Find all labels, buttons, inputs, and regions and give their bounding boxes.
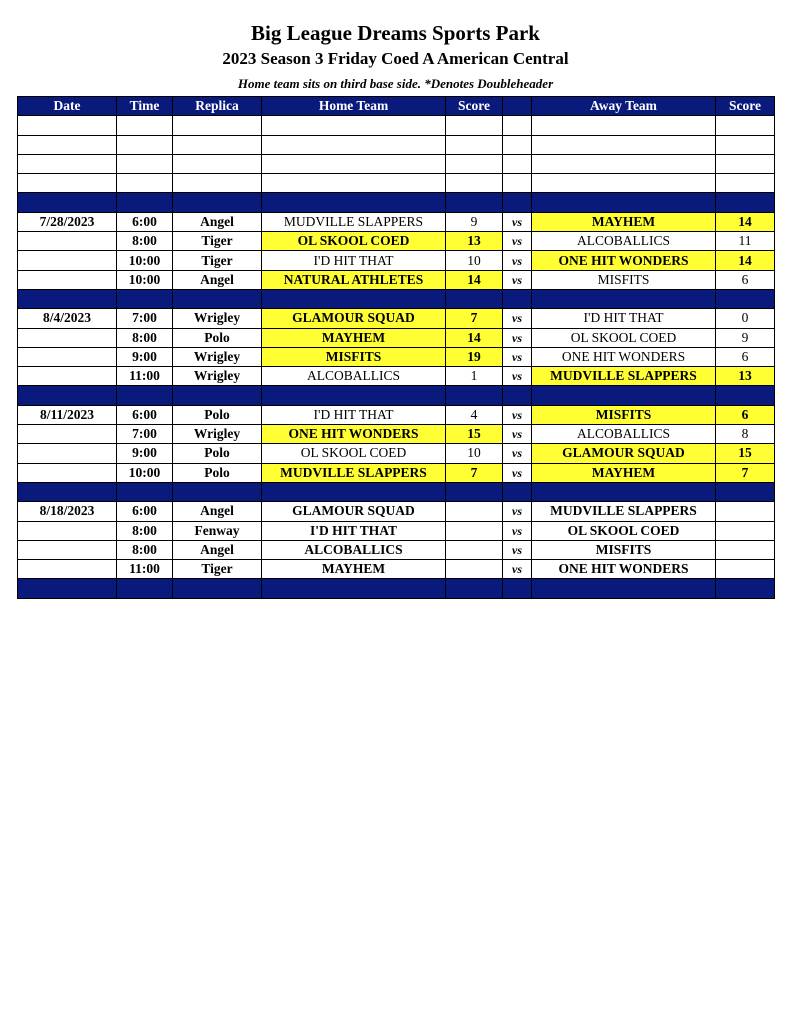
blank-row-cell [716,116,775,135]
week-separator-cell [532,579,716,598]
week-separator-cell [503,289,532,308]
home-score-cell: 14 [446,328,503,347]
week-separator-cell [446,579,503,598]
blank-row-cell [18,116,117,135]
table-row [18,347,775,366]
away-score-cell [716,560,775,579]
home-team-cell: I'D HIT THAT [262,521,446,540]
vs-cell: vs [503,502,532,521]
blank-row [18,154,775,173]
home-team-cell: MISFITS [262,347,446,366]
week-separator-cell [716,289,775,308]
home-team-cell: MAYHEM [262,328,446,347]
away-team-cell: ONE HIT WONDERS [532,251,716,270]
table-row [18,540,775,559]
schedule-body [18,116,775,598]
home-team-cell: MAYHEM [262,560,446,579]
col-header-away-team: Away Team [532,97,716,116]
table-row [18,367,775,386]
week-separator [18,289,775,308]
week-separator-cell [173,386,262,405]
home-team-cell: ALCOBALLICS [262,367,446,386]
week-separator-cell [117,579,173,598]
col-header-home-team: Home Team [262,97,446,116]
week-separator-cell [173,193,262,212]
time-cell: 10:00 [117,270,173,289]
away-team-cell: GLAMOUR SQUAD [532,444,716,463]
date-cell [18,425,117,444]
blank-row-cell [446,154,503,173]
home-score-cell: 19 [446,347,503,366]
away-score-cell: 9 [716,328,775,347]
time-cell: 11:00 [117,367,173,386]
blank-row [18,135,775,154]
week-separator-cell [262,289,446,308]
page-title: Big League Dreams Sports Park [251,21,540,45]
away-team-cell: MUDVILLE SLAPPERS [532,502,716,521]
away-score-cell: 13 [716,367,775,386]
replica-cell: Polo [173,444,262,463]
week-separator-cell [716,482,775,501]
replica-cell: Angel [173,502,262,521]
away-team-cell: ONE HIT WONDERS [532,347,716,366]
blank-row-cell [446,116,503,135]
time-cell: 6:00 [117,502,173,521]
table-row [18,328,775,347]
home-score-cell: 15 [446,425,503,444]
table-row [18,444,775,463]
vs-cell: vs [503,309,532,328]
away-team-cell: ONE HIT WONDERS [532,560,716,579]
blank-row-cell [173,116,262,135]
time-cell: 10:00 [117,463,173,482]
date-cell: 8/4/2023 [18,309,117,328]
away-team-cell: I'D HIT THAT [532,309,716,328]
date-cell [18,367,117,386]
away-score-cell: 11 [716,232,775,251]
week-separator-cell [117,193,173,212]
replica-cell: Polo [173,328,262,347]
col-header-vs [503,97,532,116]
vs-cell: vs [503,405,532,424]
replica-cell: Wrigley [173,309,262,328]
blank-row-cell [173,154,262,173]
replica-cell: Polo [173,463,262,482]
time-cell: 8:00 [117,328,173,347]
page-subtitle: 2023 Season 3 Friday Coed A American Central [222,49,569,68]
week-separator-cell [18,579,117,598]
week-separator-cell [117,386,173,405]
home-score-cell [446,521,503,540]
blank-row-cell [262,174,446,193]
week-separator-cell [716,579,775,598]
away-score-cell: 8 [716,425,775,444]
col-header-date: Date [18,97,117,116]
blank-row-cell [262,135,446,154]
week-separator-cell [262,579,446,598]
home-team-cell: GLAMOUR SQUAD [262,309,446,328]
blank-row-cell [532,174,716,193]
blank-row-cell [173,174,262,193]
col-header-time: Time [117,97,173,116]
replica-cell: Tiger [173,232,262,251]
home-team-cell: OL SKOOL COED [262,232,446,251]
date-cell [18,521,117,540]
week-separator-cell [503,482,532,501]
week-separator-cell [532,289,716,308]
away-score-cell: 6 [716,405,775,424]
week-separator-cell [262,482,446,501]
blank-row-cell [262,116,446,135]
time-cell: 7:00 [117,425,173,444]
home-team-cell: GLAMOUR SQUAD [262,502,446,521]
away-score-cell: 15 [716,444,775,463]
week-separator-cell [18,386,117,405]
date-cell [18,251,117,270]
home-score-cell: 7 [446,309,503,328]
away-score-cell: 7 [716,463,775,482]
table-row [18,405,775,424]
date-cell [18,463,117,482]
table-row [18,502,775,521]
blank-row-cell [18,154,117,173]
away-team-cell: MAYHEM [532,212,716,231]
week-separator-cell [446,482,503,501]
home-team-cell: MUDVILLE SLAPPERS [262,212,446,231]
vs-cell: vs [503,425,532,444]
time-cell: 10:00 [117,251,173,270]
home-team-cell: NATURAL ATHLETES [262,270,446,289]
blank-row-cell [117,154,173,173]
replica-cell: Fenway [173,521,262,540]
week-separator-cell [716,386,775,405]
vs-cell: vs [503,367,532,386]
away-team-cell: ALCOBALLICS [532,232,716,251]
blank-row-cell [716,174,775,193]
vs-cell: vs [503,270,532,289]
date-cell [18,328,117,347]
week-separator-cell [262,193,446,212]
date-cell [18,270,117,289]
replica-cell: Angel [173,270,262,289]
time-cell: 6:00 [117,212,173,231]
blank-row-cell [716,154,775,173]
date-cell: 7/28/2023 [18,212,117,231]
date-cell [18,444,117,463]
blank-row-cell [503,135,532,154]
replica-cell: Tiger [173,251,262,270]
away-team-cell: OL SKOOL COED [532,521,716,540]
blank-row-cell [117,135,173,154]
week-separator-cell [173,482,262,501]
replica-cell: Polo [173,405,262,424]
home-score-cell: 4 [446,405,503,424]
week-separator [18,579,775,598]
home-score-cell: 14 [446,270,503,289]
home-score-cell: 1 [446,367,503,386]
away-score-cell: 14 [716,251,775,270]
week-separator-cell [446,193,503,212]
blank-row-cell [446,174,503,193]
vs-cell: vs [503,540,532,559]
time-cell: 8:00 [117,521,173,540]
date-cell [18,560,117,579]
blank-row-cell [18,174,117,193]
home-team-cell: I'D HIT THAT [262,405,446,424]
schedule-note: Home team sits on third base side. *Denotes Doubleheader [237,76,554,91]
table-row [18,521,775,540]
week-separator-cell [503,579,532,598]
time-cell: 11:00 [117,560,173,579]
date-cell [18,540,117,559]
table-row [18,425,775,444]
week-separator-cell [173,289,262,308]
away-score-cell [716,502,775,521]
away-team-cell: OL SKOOL COED [532,328,716,347]
blank-row-cell [446,135,503,154]
date-cell [18,232,117,251]
home-score-cell [446,540,503,559]
week-separator-cell [18,193,117,212]
blank-row-cell [18,135,117,154]
replica-cell: Angel [173,540,262,559]
home-score-cell: 10 [446,444,503,463]
away-score-cell: 6 [716,347,775,366]
week-separator-cell [532,386,716,405]
week-separator-cell [532,482,716,501]
replica-cell: Angel [173,212,262,231]
table-row [18,232,775,251]
away-score-cell: 0 [716,309,775,328]
vs-cell: vs [503,347,532,366]
blank-row-cell [716,135,775,154]
replica-cell: Wrigley [173,367,262,386]
date-cell [18,347,117,366]
home-team-cell: OL SKOOL COED [262,444,446,463]
blank-row-cell [532,116,716,135]
col-header-away-score: Score [716,97,775,116]
away-team-cell: MUDVILLE SLAPPERS [532,367,716,386]
time-cell: 8:00 [117,540,173,559]
blank-row-cell [117,174,173,193]
home-score-cell: 10 [446,251,503,270]
week-separator-cell [446,386,503,405]
time-cell: 9:00 [117,347,173,366]
blank-row-cell [173,135,262,154]
home-score-cell: 7 [446,463,503,482]
blank-row-cell [117,116,173,135]
time-cell: 6:00 [117,405,173,424]
col-header-home-score: Score [446,97,503,116]
week-separator-cell [173,579,262,598]
home-score-cell: 13 [446,232,503,251]
time-cell: 7:00 [117,309,173,328]
blank-row-cell [503,116,532,135]
date-cell: 8/11/2023 [18,405,117,424]
table-row [18,560,775,579]
vs-cell: vs [503,251,532,270]
week-separator-cell [532,193,716,212]
table-row [18,463,775,482]
vs-cell: vs [503,463,532,482]
blank-row-cell [262,154,446,173]
away-team-cell: MAYHEM [532,463,716,482]
table-row [18,251,775,270]
away-team-cell: MISFITS [532,405,716,424]
week-separator-cell [446,289,503,308]
blank-row-cell [532,135,716,154]
vs-cell: vs [503,328,532,347]
away-score-cell: 14 [716,212,775,231]
away-score-cell [716,521,775,540]
vs-cell: vs [503,444,532,463]
blank-row [18,174,775,193]
table-row [18,309,775,328]
time-cell: 8:00 [117,232,173,251]
replica-cell: Tiger [173,560,262,579]
blank-row-cell [503,154,532,173]
blank-row [18,116,775,135]
week-separator-cell [18,482,117,501]
table-row [18,270,775,289]
week-separator-cell [503,193,532,212]
table-row [18,212,775,231]
home-team-cell: MUDVILLE SLAPPERS [262,463,446,482]
home-score-cell [446,560,503,579]
week-separator-cell [18,289,117,308]
vs-cell: vs [503,521,532,540]
vs-cell: vs [503,232,532,251]
home-score-cell: 9 [446,212,503,231]
week-separator [18,482,775,501]
week-separator [18,386,775,405]
home-team-cell: I'D HIT THAT [262,251,446,270]
table-header-row [18,97,775,116]
week-separator-cell [117,289,173,308]
vs-cell: vs [503,212,532,231]
week-separator-cell [117,482,173,501]
blank-row-cell [503,174,532,193]
home-score-cell [446,502,503,521]
date-cell: 8/18/2023 [18,502,117,521]
time-cell: 9:00 [117,444,173,463]
week-separator [18,193,775,212]
week-separator-cell [262,386,446,405]
blank-row-cell [532,154,716,173]
away-team-cell: MISFITS [532,270,716,289]
away-score-cell: 6 [716,270,775,289]
home-team-cell: ALCOBALLICS [262,540,446,559]
vs-cell: vs [503,560,532,579]
replica-cell: Wrigley [173,425,262,444]
replica-cell: Wrigley [173,347,262,366]
week-separator-cell [503,386,532,405]
week-separator-cell [716,193,775,212]
away-score-cell [716,540,775,559]
away-team-cell: ALCOBALLICS [532,425,716,444]
home-team-cell: ONE HIT WONDERS [262,425,446,444]
schedule-table [17,96,775,599]
away-team-cell: MISFITS [532,540,716,559]
col-header-replica: Replica [173,97,262,116]
